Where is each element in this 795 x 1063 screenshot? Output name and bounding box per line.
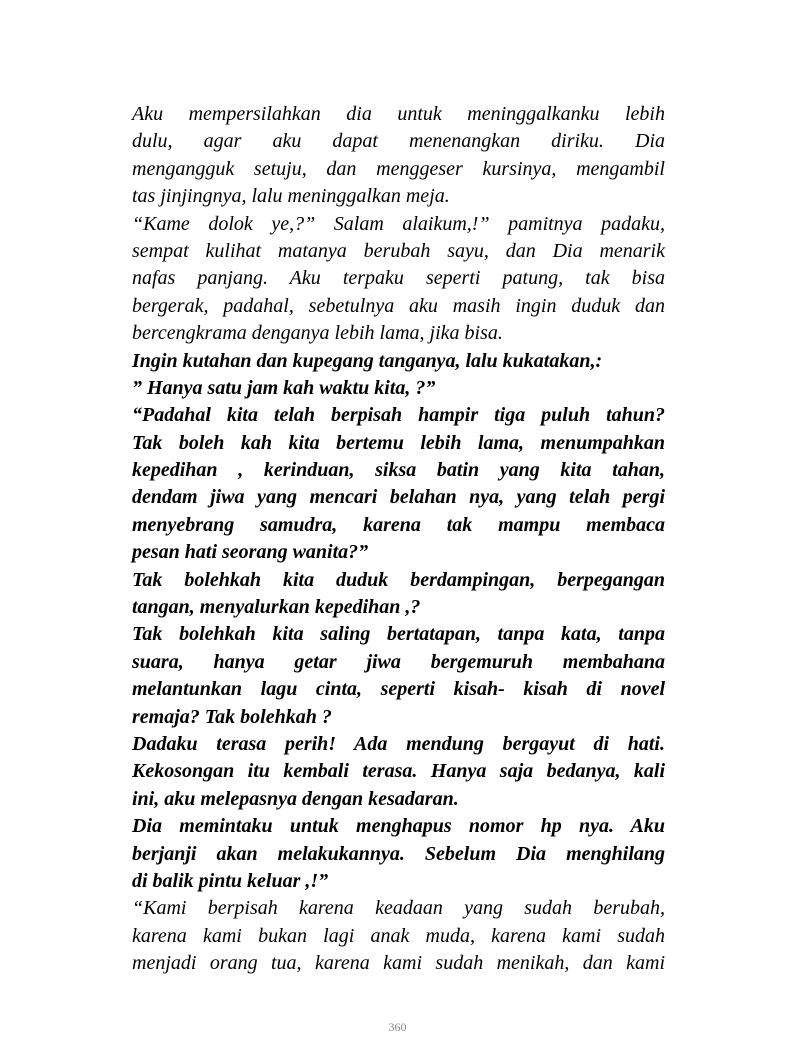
text-line: Tak boleh kah kita bertemu lebih lama, menumpahkan bbox=[132, 431, 665, 454]
text-line: bercengkrama denganya lebih lama, jika bisa. bbox=[132, 322, 503, 345]
text-line: Dadaku terasa perih! Ada mendung bergayut di hati. bbox=[132, 732, 665, 755]
text-line: kepedihan , kerinduan, siksa batin yang kita tahan, bbox=[132, 459, 665, 482]
text-line: Tak bolehkah kita saling bertatapan, tanpa kata, tanpa bbox=[132, 623, 665, 646]
text-line: nafas panjang. Aku terpaku seperti patung, tak bisa bbox=[132, 267, 665, 290]
text-line: mengangguk setuju, dan menggeser kursinya, mengambil bbox=[132, 157, 665, 180]
text-line: Tak bolehkah kita duduk berdampingan, berpegangan bbox=[132, 568, 665, 591]
text-line: menyebrang samudra, karena tak mampu membaca bbox=[132, 513, 665, 536]
text-line: pesan hati seorang wanita?” bbox=[132, 541, 369, 564]
text-line: ini, aku melepasnya dengan kesadaran. bbox=[132, 787, 459, 810]
text-line: “Kami berpisah karena keadaan yang sudah berubah, bbox=[132, 897, 665, 920]
text-line: tas jinjingnya, lalu meninggalkan meja. bbox=[132, 185, 450, 208]
text-line: dendam jiwa yang mencari belahan nya, yang telah pergi bbox=[132, 486, 665, 509]
text-line: menjadi orang tua, karena kami sudah menikah, dan kami bbox=[132, 952, 665, 975]
text-line: “Kame dolok ye,?” Salam alaikum,!” pamitnya padaku, bbox=[132, 212, 665, 235]
text-line: di balik pintu keluar ,!” bbox=[132, 869, 329, 892]
text-line: karena kami bukan lagi anak muda, karena kami sudah bbox=[132, 924, 665, 947]
text-line: remaja? Tak bolehkah ? bbox=[132, 705, 332, 728]
text-line: Ingin kutahan dan kupegang tanganya, lalu kukatakan,: bbox=[132, 349, 603, 372]
text-line: Kekosongan itu kembali terasa. Hanya saja bedanya, kali bbox=[132, 760, 665, 783]
text-line: sempat kulihat matanya berubah sayu, dan Dia menarik bbox=[132, 239, 665, 262]
page-number: 360 bbox=[388, 1020, 407, 1034]
text-line: melantunkan lagu cinta, seperti kisah- kisah di novel bbox=[132, 678, 665, 701]
text-line: tangan, menyalurkan kepedihan ,? bbox=[132, 596, 421, 619]
body-text bbox=[132, 101, 665, 978]
text-line: Dia memintaku untuk menghapus nomor hp nya. Aku bbox=[132, 815, 665, 838]
text-line: “Padahal kita telah berpisah hampir tiga puluh tahun? bbox=[132, 404, 665, 427]
text-line: suara, hanya getar jiwa bergemuruh membahana bbox=[132, 650, 665, 673]
text-line: dulu, agar aku dapat menenangkan diriku. Dia bbox=[132, 130, 665, 153]
text-line: bergerak, padahal, sebetulnya aku masih ingin duduk dan bbox=[132, 294, 665, 317]
text-line: berjanji akan melakukannya. Sebelum Dia menghilang bbox=[132, 842, 665, 865]
text-line: Aku mempersilahkan dia untuk meninggalkanku lebih bbox=[132, 103, 665, 125]
text-line: ” Hanya satu jam kah waktu kita, ?” bbox=[132, 376, 436, 399]
